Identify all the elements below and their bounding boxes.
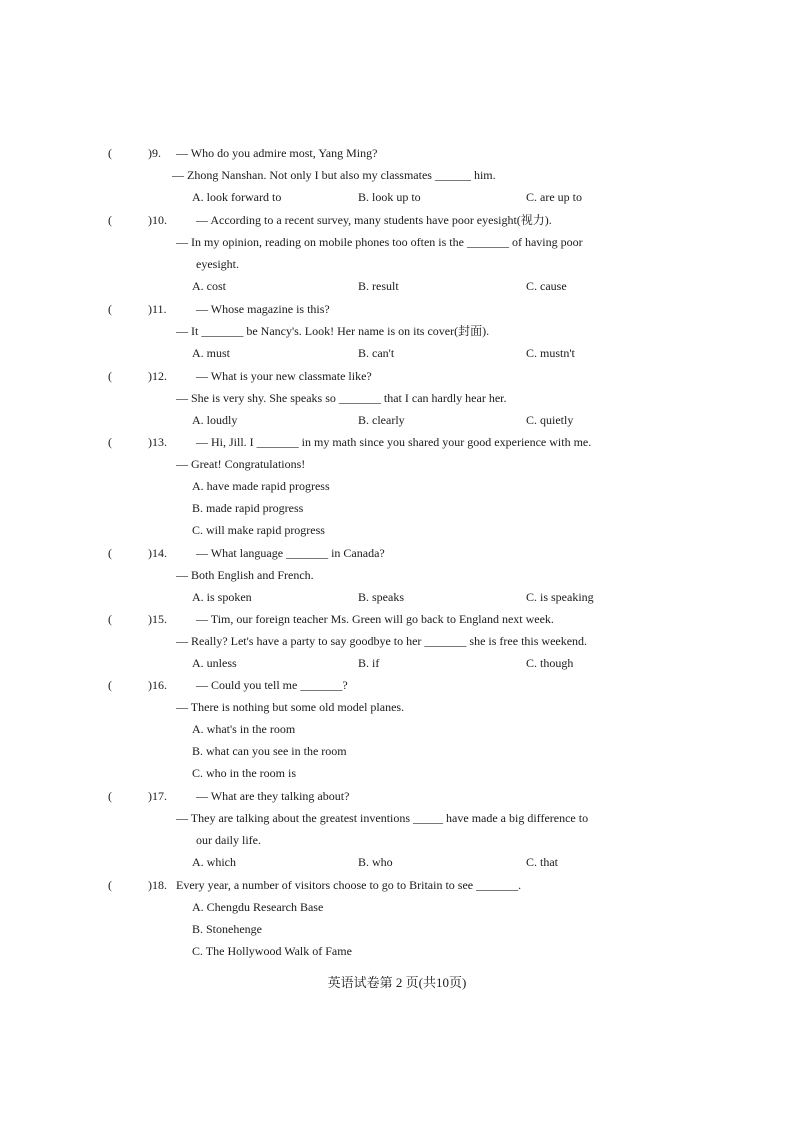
question-stem: — Whose magazine is this? — [196, 302, 330, 316]
option-a[interactable]: A. Chengdu Research Base — [192, 900, 324, 914]
question-stem: — What are they talking about? — [196, 789, 350, 803]
option-c[interactable]: C. will make rapid progress — [192, 523, 325, 537]
question-stem: Every year, a number of visitors choose to go to Britain to see _______. — [176, 878, 522, 892]
question-stem: — According to a recent survey, many students have poor eyesight(视力). — [196, 213, 552, 227]
question-number: )16. — [148, 678, 167, 692]
question-response-cont: our daily life. — [196, 833, 261, 847]
answer-bracket[interactable]: ( — [108, 789, 112, 803]
answer-bracket[interactable]: ( — [108, 435, 112, 449]
question-response: — There is nothing but some old model planes. — [176, 700, 405, 714]
question-response: — It _______ be Nancy's. Look! Her name is on its cover(封面). — [176, 324, 490, 338]
option-c[interactable]: C. The Hollywood Walk of Fame — [192, 944, 352, 958]
answer-bracket[interactable]: ( — [108, 146, 112, 160]
answer-bracket[interactable]: ( — [108, 213, 112, 227]
answer-bracket[interactable]: ( — [108, 878, 112, 892]
option-a[interactable]: A. which — [192, 855, 236, 869]
question-stem: — Tim, our foreign teacher Ms. Green will go back to England next week. — [196, 612, 554, 626]
question-response: — They are talking about the greatest inventions _____ have made a big difference to — [176, 811, 589, 825]
question-response-cont: eyesight. — [196, 257, 239, 271]
question-stem: — What is your new classmate like? — [196, 369, 372, 383]
option-b[interactable]: B. what can you see in the room — [192, 744, 347, 758]
option-b[interactable]: B. made rapid progress — [192, 501, 304, 515]
answer-bracket[interactable]: ( — [108, 612, 112, 626]
option-b[interactable]: B. speaks — [358, 590, 404, 604]
question-number: )14. — [148, 546, 167, 560]
option-a[interactable]: A. have made rapid progress — [192, 479, 330, 493]
option-c[interactable]: C. who in the room is — [192, 766, 296, 780]
answer-bracket[interactable]: ( — [108, 678, 112, 692]
question-number: )11. — [148, 302, 167, 316]
answer-bracket[interactable]: ( — [108, 369, 112, 383]
question-number: )12. — [148, 369, 167, 383]
question-response: — Both English and French. — [176, 568, 314, 582]
option-c[interactable]: C. is speaking — [526, 590, 594, 604]
question-stem: — Who do you admire most, Yang Ming? — [176, 146, 378, 160]
option-c[interactable]: C. cause — [526, 279, 567, 293]
option-b[interactable]: B. Stonehenge — [192, 922, 262, 936]
option-c[interactable]: C. though — [526, 656, 574, 670]
option-a[interactable]: A. look forward to — [192, 190, 282, 204]
question-response: — She is very shy. She speaks so _______ that I can hardly hear her. — [176, 391, 507, 405]
option-a[interactable]: A. unless — [192, 656, 237, 670]
answer-bracket[interactable]: ( — [108, 546, 112, 560]
question-number: )13. — [148, 435, 167, 449]
question-response: — Zhong Nanshan. Not only I but also my classmates ______ him. — [172, 168, 496, 182]
question-response: — Really? Let's have a party to say goodbye to her _______ she is free this weekend. — [176, 634, 588, 648]
option-b[interactable]: B. result — [358, 279, 399, 293]
option-b[interactable]: B. who — [358, 855, 393, 869]
option-a[interactable]: A. loudly — [192, 413, 238, 427]
option-a[interactable]: A. must — [192, 346, 231, 360]
question-stem: — What language _______ in Canada? — [196, 546, 385, 560]
question-response: — Great! Congratulations! — [176, 457, 306, 471]
question-number: )15. — [148, 612, 167, 626]
question-number: )17. — [148, 789, 167, 803]
option-b[interactable]: B. look up to — [358, 190, 421, 204]
question-stem: — Hi, Jill. I _______ in my math since you shared your good experience with me. — [196, 435, 592, 449]
answer-bracket[interactable]: ( — [108, 302, 112, 316]
question-response: — In my opinion, reading on mobile phones too often is the _______ of having poor — [176, 235, 583, 249]
question-number: )10. — [148, 213, 167, 227]
option-a[interactable]: A. what's in the room — [192, 722, 296, 736]
question-number: )18. — [148, 878, 167, 892]
option-c[interactable]: C. quietly — [526, 413, 574, 427]
option-c[interactable]: C. that — [526, 855, 558, 869]
option-b[interactable]: B. can't — [358, 346, 395, 360]
page-footer: 英语试卷第 2 页(共10页) — [327, 975, 467, 990]
option-c[interactable]: C. mustn't — [526, 346, 575, 360]
option-c[interactable]: C. are up to — [526, 190, 582, 204]
question-number: )9. — [148, 146, 161, 160]
option-b[interactable]: B. if — [358, 656, 380, 670]
question-stem: — Could you tell me _______? — [196, 678, 348, 692]
option-a[interactable]: A. is spoken — [192, 590, 252, 604]
option-a[interactable]: A. cost — [192, 279, 226, 293]
option-b[interactable]: B. clearly — [358, 413, 405, 427]
